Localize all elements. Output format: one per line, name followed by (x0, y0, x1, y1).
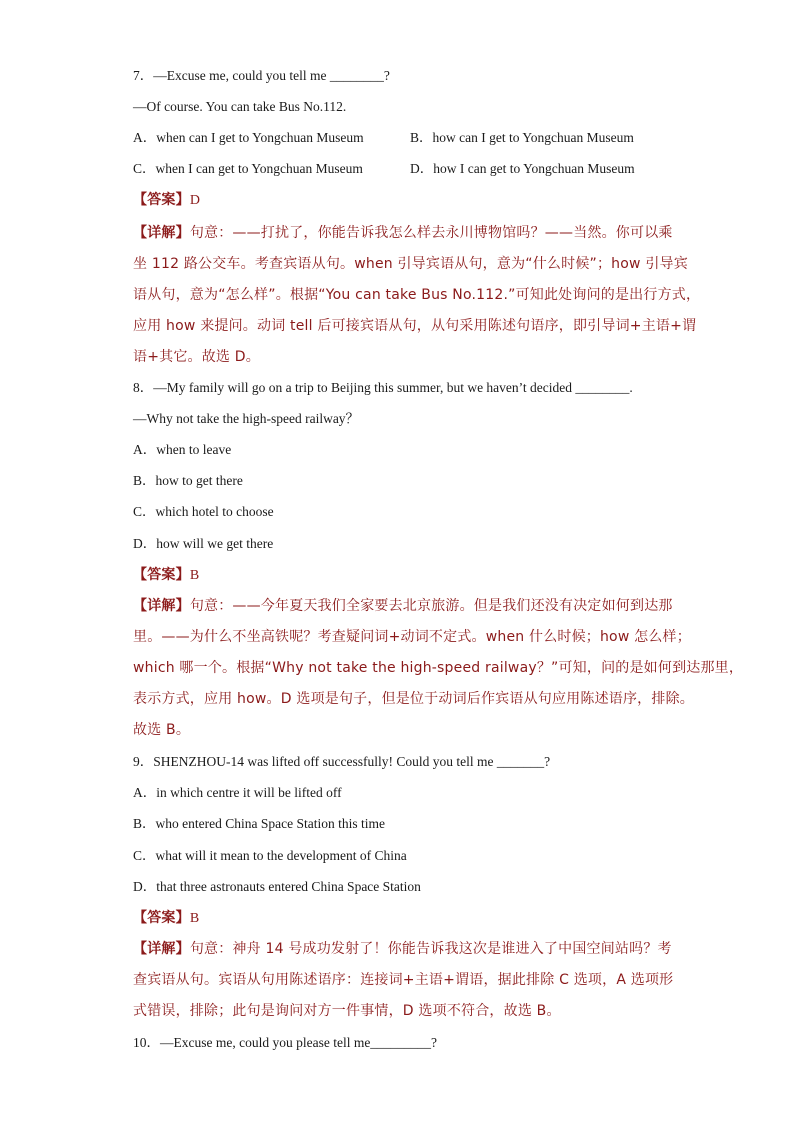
question-8-reply: —Why not take the high-speed railway？ (133, 411, 360, 426)
question-9-option-c: C．what will it mean to the development of China (133, 848, 407, 863)
detail-tag: 【详解】 (133, 598, 190, 614)
question-8-option-c: C．which hotel to choose (133, 504, 274, 519)
option-a: A．when can I get to Yongchuan Museum (133, 130, 364, 145)
question-9-stem: 9．SHENZHOU-14 was lifted off successfully! Could you tell me _______? (133, 754, 551, 769)
question-9-option-b: B．who entered China Space Station this time (133, 816, 385, 831)
question-8-detail-line-5: 故选 B。 (133, 722, 191, 738)
question-8-option-a: A．when to leave (133, 442, 232, 457)
question-7-reply: —Of course. You can take Bus No.112. (133, 99, 347, 114)
detail-tag: 【详解】 (133, 225, 190, 241)
question-7-stem: 7．—Excuse me, could you tell me ________? (133, 68, 390, 83)
answer-value: D (189, 193, 201, 208)
question-8-detail-line-1 (133, 597, 673, 615)
detail-tag: 【详解】 (133, 941, 190, 957)
detail-text: 句意：——打扰了，你能告诉我怎么样去永川博物馆吗？——当然。你可以乘 (189, 225, 673, 241)
question-7-options-row-1 (133, 129, 634, 147)
question-7-detail-line-4: 应用 how 来提问。动词 tell 后可接宾语从句，从句采用陈述句语序，即引导词+主语+谓 (133, 318, 697, 334)
question-9-answer (133, 909, 199, 928)
question-7-options-row-2 (133, 160, 635, 178)
question-8-option-b: B．how to get there (133, 473, 243, 488)
option-c: C．when I can get to Yongchuan Museum (133, 161, 363, 176)
question-9-option-a: A．in which centre it will be lifted off (133, 785, 342, 800)
question-9-detail-line-3: 式错误，排除；此句是询问对方一件事情，D 选项不符合，故选 B。 (133, 1003, 561, 1019)
detail-text: 句意：神舟 14 号成功发射了！你能告诉我这次是谁进入了中国空间站吗？考 (189, 941, 672, 957)
question-10-stem: 10．—Excuse me, could you please tell me_________? (133, 1035, 438, 1050)
answer-tag: 【答案】 (133, 567, 190, 583)
answer-value: B (189, 568, 200, 583)
question-9-detail-line-1 (133, 940, 672, 958)
question-8-detail-line-3: which 哪一个。根据“Why not take the high-speed railway？”可知，问的是如何到达那里， (133, 660, 744, 676)
question-8-answer (133, 566, 199, 585)
question-8-detail-line-4: 表示方式，应用 how。D 选项是句子，但是位于动词后作宾语从句应用陈述语序，排除。 (133, 691, 694, 707)
question-7-detail-line-2: 坐 112 路公交车。考查宾语从句。when 引导宾语从句，意为“什么时候”；how 引导宾 (133, 256, 688, 272)
option-b: B．how can I get to Yongchuan Museum (410, 130, 634, 145)
question-7-answer (133, 191, 200, 210)
question-7-detail-line-1 (133, 224, 673, 242)
question-7-detail-line-5: 语+其它。故选 D。 (133, 349, 260, 365)
question-8-option-d: D．how will we get there (133, 536, 274, 551)
answer-tag: 【答案】 (133, 910, 190, 926)
question-7-detail-line-3: 语从句，意为“怎么样”。根据“You can take Bus No.112.”可知此处询问的是出行方式， (133, 287, 701, 303)
detail-text: 句意：——今年夏天我们全家要去北京旅游。但是我们还没有决定如何到达那 (189, 598, 673, 614)
question-9-option-d: D．that three astronauts entered China Space Station (133, 879, 421, 894)
option-d: D．how I can get to Yongchuan Museum (410, 161, 635, 176)
question-8-detail-line-2: 里。——为什么不坐高铁呢？考查疑问词+动词不定式。when 什么时候；how 怎么样； (133, 629, 691, 645)
question-8-stem: 8．—My family will go on a trip to Beijing this summer, but we haven’t decided ________. (133, 380, 633, 395)
answer-tag: 【答案】 (133, 192, 190, 208)
question-9-detail-line-2: 查宾语从句。宾语从句用陈述语序：连接词+主语+谓语，据此排除 C 选项，A 选项形 (133, 972, 674, 988)
answer-value: B (189, 911, 200, 926)
